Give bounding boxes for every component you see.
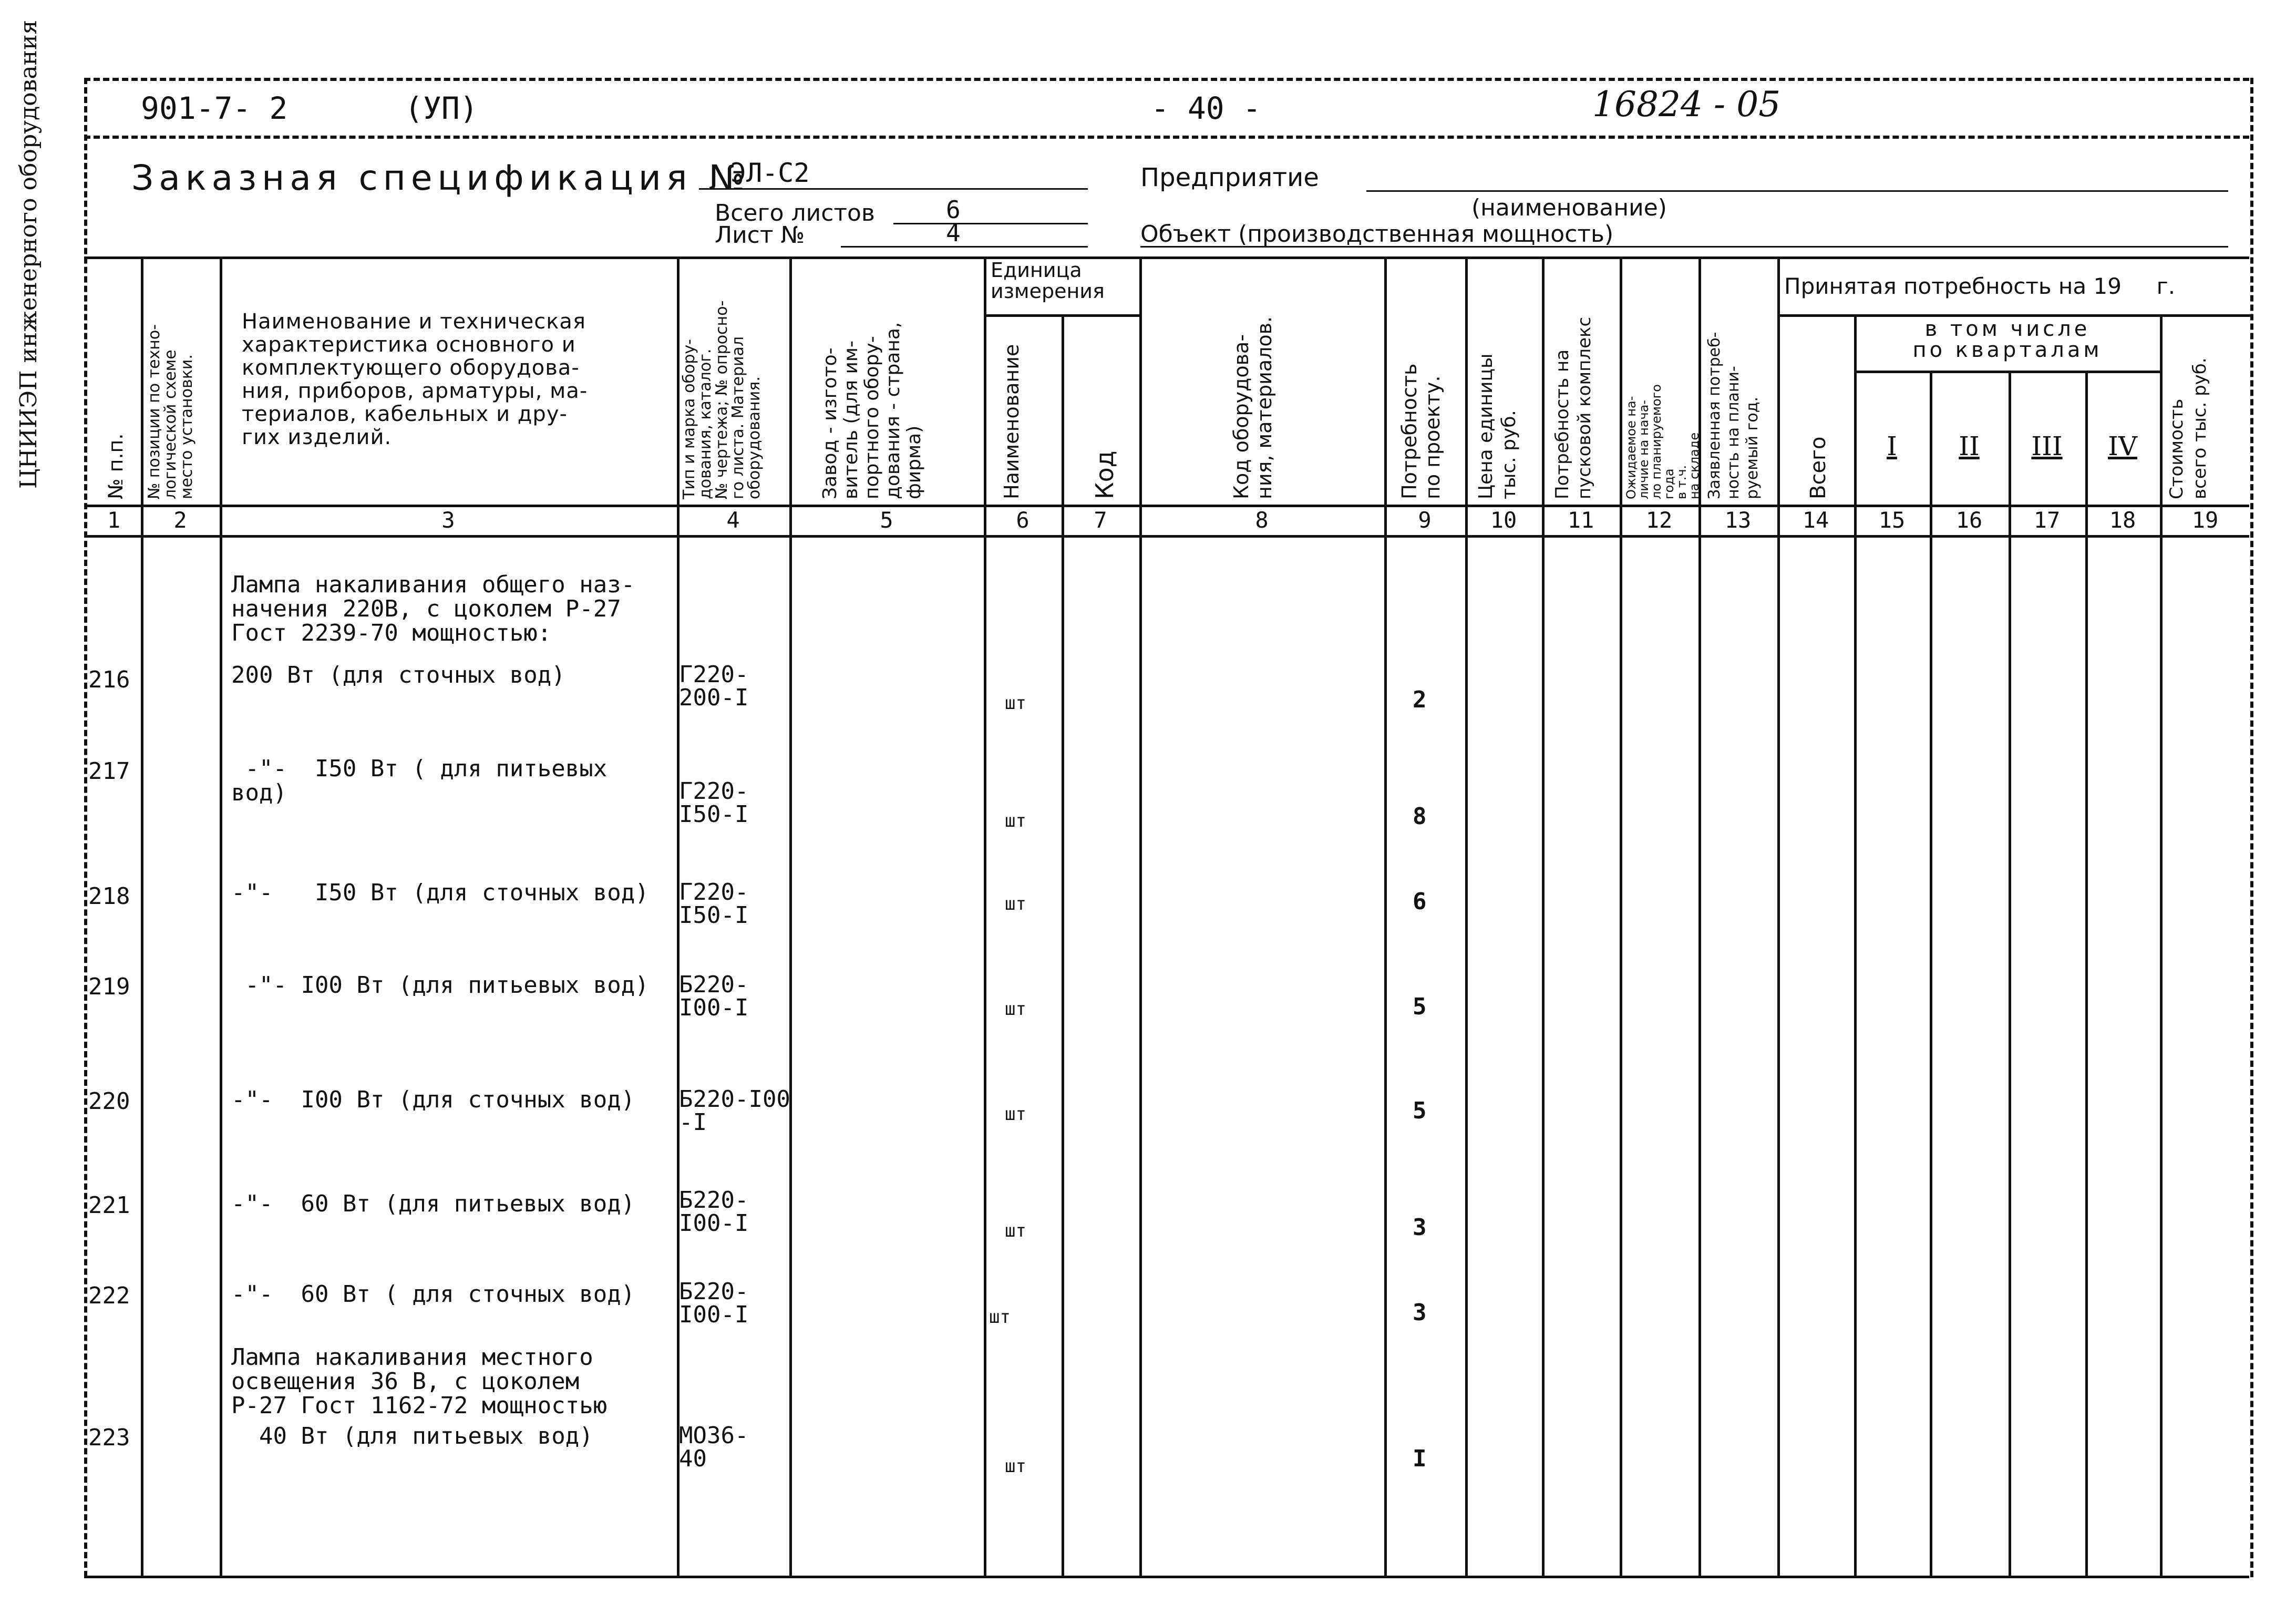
- col-number: 8: [1255, 507, 1269, 533]
- row-number: 218: [88, 883, 130, 910]
- frame-top-line: [84, 78, 2249, 81]
- object-underline: [1140, 246, 2228, 248]
- table-top-line: [84, 256, 2249, 259]
- col-number: 12: [1645, 507, 1673, 533]
- row-number: 219: [88, 973, 130, 1000]
- item-description: -"- 60 Вт (для питьевых вод): [231, 1190, 635, 1217]
- page-number: - 40 -: [1151, 90, 1261, 126]
- item-quantity: I: [1413, 1445, 1427, 1472]
- col-number: 6: [1016, 507, 1029, 533]
- col-line: [1620, 256, 1622, 1577]
- header-c10: Цена единицы тыс. руб.: [1475, 353, 1520, 499]
- enterprise-label: Предприятие: [1140, 163, 1319, 192]
- col-line: [1542, 256, 1545, 1577]
- item-model: Б220- I00-I: [679, 971, 749, 1021]
- row-number: 216: [88, 666, 130, 693]
- header-c13: Заявленная потреб- ность на плани- руемый год.: [1705, 332, 1762, 499]
- sheets-total-label: Всего листов: [715, 200, 875, 227]
- row-number: 222: [88, 1282, 130, 1309]
- item-model: Б220-I00 -I: [679, 1086, 790, 1136]
- col-number: 18: [2109, 507, 2136, 533]
- item-model: Б220- I00-I: [679, 1187, 749, 1237]
- item-description: -"- 60 Вт ( для сточных вод): [231, 1281, 635, 1308]
- item-model: Г220- I50-I: [679, 879, 749, 929]
- col-number: 19: [2191, 507, 2219, 533]
- item-unit: шт: [1005, 1456, 1026, 1477]
- frame-right-line: [2250, 78, 2253, 1577]
- header-divider-line: [84, 136, 2249, 139]
- doc-code: 901-7- 2: [141, 90, 288, 126]
- header-c9: Потребность по проекту.: [1398, 363, 1444, 499]
- col-number: 16: [1955, 507, 1983, 533]
- col-line: [1854, 314, 1857, 1577]
- header-c3: Наименование и техническая характеристика основного и комплектующего оборудова- ния, приборов, арматуры, ма- териалов, кабельных и дру- гих изделий.: [242, 310, 588, 449]
- item-description: -"- I00 Вт (для сточных вод): [231, 1086, 635, 1113]
- sheet-number-label: Лист №: [715, 222, 805, 249]
- sheet-number-value: 4: [946, 219, 961, 247]
- side-label: ЦНИИЭП инженерного оборудования: [15, 19, 42, 489]
- col-line: [2160, 314, 2163, 1577]
- header-c7: Код: [1090, 450, 1119, 499]
- item-description: -"- I00 Вт (для питьевых вод): [231, 972, 649, 999]
- col-number: 10: [1490, 507, 1517, 533]
- col-number: 13: [1724, 507, 1752, 533]
- row-number: 217: [88, 758, 130, 785]
- frame-left-line: [84, 78, 87, 1577]
- header-q2: II: [1959, 431, 1980, 461]
- header-quarters-group: в том числе по кварталам: [1912, 317, 2103, 362]
- col-line: [220, 256, 222, 1577]
- item-unit: шт: [1005, 810, 1026, 831]
- col-number: 17: [2033, 507, 2061, 533]
- row-number: 221: [88, 1192, 130, 1219]
- header-c12: Ожидаемое на- личие на нача- ло планируемого года в т.ч. на складе: [1624, 384, 1702, 499]
- col-line: [789, 256, 792, 1577]
- group-heading: Лампа накаливания общего наз- начения 220В, с цоколем Р-27 Гост 2239-70 мощностью:: [231, 571, 635, 646]
- item-model: Г220- 200-I: [679, 661, 749, 711]
- spec-number: ЭЛ-С2: [730, 158, 810, 188]
- name-caption: (наименование): [1471, 194, 1667, 221]
- header-accepted-group: Принятая потребность на 19 г.: [1784, 273, 2176, 299]
- item-description: -"- I50 Вт (для сточных вод): [231, 879, 649, 906]
- header-q1: I: [1887, 431, 1897, 461]
- header-c19: Стоимость всего тыс. руб.: [2166, 357, 2210, 499]
- col-line: [2085, 371, 2088, 1577]
- item-unit: шт: [1005, 1220, 1026, 1241]
- item-unit: шт: [1005, 999, 1026, 1020]
- item-model: Г220- I50-I: [679, 778, 749, 828]
- header-c14: Всего: [1806, 436, 1830, 499]
- col-number: 7: [1094, 507, 1107, 533]
- item-description: 200 Вт (для сточных вод): [231, 662, 565, 688]
- spec-number-underline: [699, 188, 1088, 190]
- item-quantity: 5: [1413, 1097, 1427, 1124]
- item-unit: шт: [1005, 893, 1026, 914]
- col-line: [1139, 256, 1142, 1577]
- item-quantity: 6: [1413, 888, 1427, 915]
- item-description: -"- I50 Вт ( для питьевых вод): [231, 755, 608, 806]
- sheets-total-value: 6: [946, 196, 961, 224]
- col-number: 11: [1567, 507, 1594, 533]
- col-number: 5: [880, 507, 893, 533]
- header-c6: Наименование: [1000, 344, 1023, 499]
- header-unit-group: Единица измерения: [991, 259, 1105, 303]
- sheets-total-underline: [893, 223, 1088, 224]
- col-line: [1062, 314, 1064, 1577]
- col-number: 15: [1878, 507, 1906, 533]
- header-c2: № позиции по техно- логической схеме место установки.: [145, 324, 196, 499]
- object-label: Объект (производственная мощность): [1140, 221, 1614, 248]
- col-number: 4: [726, 507, 740, 533]
- item-quantity: 8: [1413, 803, 1427, 830]
- col-number: 9: [1418, 507, 1432, 533]
- header-c8: Код оборудова- ния, материалов.: [1230, 316, 1276, 499]
- item-quantity: 3: [1413, 1299, 1427, 1326]
- item-quantity: 3: [1413, 1214, 1427, 1241]
- col-number: 14: [1802, 507, 1829, 533]
- header-c4: Тип и марка обору- дования, каталог. № чертежа; № опросно- го листа. Материал оборудования.: [680, 300, 764, 499]
- header-c1: № п.п.: [104, 433, 127, 499]
- col-number: 2: [173, 507, 187, 533]
- row-number: 220: [88, 1088, 130, 1115]
- inventory-number: 16824 - 05: [1592, 84, 1781, 125]
- album-code: (УП): [405, 90, 478, 126]
- spec-title: Заказная спецификация №: [131, 158, 750, 198]
- col-line: [1384, 256, 1387, 1577]
- col-line: [1465, 256, 1468, 1577]
- item-description: 40 Вт (для питьевых вод): [231, 1423, 593, 1449]
- item-unit: шт: [1005, 693, 1026, 714]
- group-heading: Лампа накаливания местного освещения 36 В, с цоколем Р-27 Гост 1162-72 мощностью: [231, 1344, 608, 1419]
- item-quantity: 5: [1413, 993, 1427, 1020]
- quarters-group-line: [1854, 371, 2160, 373]
- row-number: 223: [88, 1424, 130, 1451]
- item-model: Б220- I00-I: [679, 1278, 749, 1328]
- table-bottom-line: [84, 1576, 2249, 1578]
- sheet-number-underline: [841, 246, 1088, 248]
- enterprise-underline: [1366, 190, 2228, 192]
- col-line: [1930, 371, 1932, 1577]
- col-line: [2009, 371, 2011, 1577]
- item-model: МО36- 40: [679, 1422, 749, 1472]
- item-unit: шт: [989, 1307, 1011, 1328]
- header-q4: IV: [2108, 431, 2137, 461]
- col-line: [984, 256, 986, 1577]
- header-c11: Потребность на пусковой комплекс: [1552, 316, 1595, 499]
- col-line: [141, 256, 143, 1577]
- col-number: 1: [107, 507, 121, 533]
- item-unit: шт: [1005, 1104, 1026, 1125]
- col-number: 3: [441, 507, 455, 533]
- header-c5: Завод - изгото- витель (для им- портного обору- дования - страна, фирма): [819, 322, 925, 499]
- header-q3: III: [2031, 431, 2063, 461]
- item-quantity: 2: [1413, 686, 1427, 713]
